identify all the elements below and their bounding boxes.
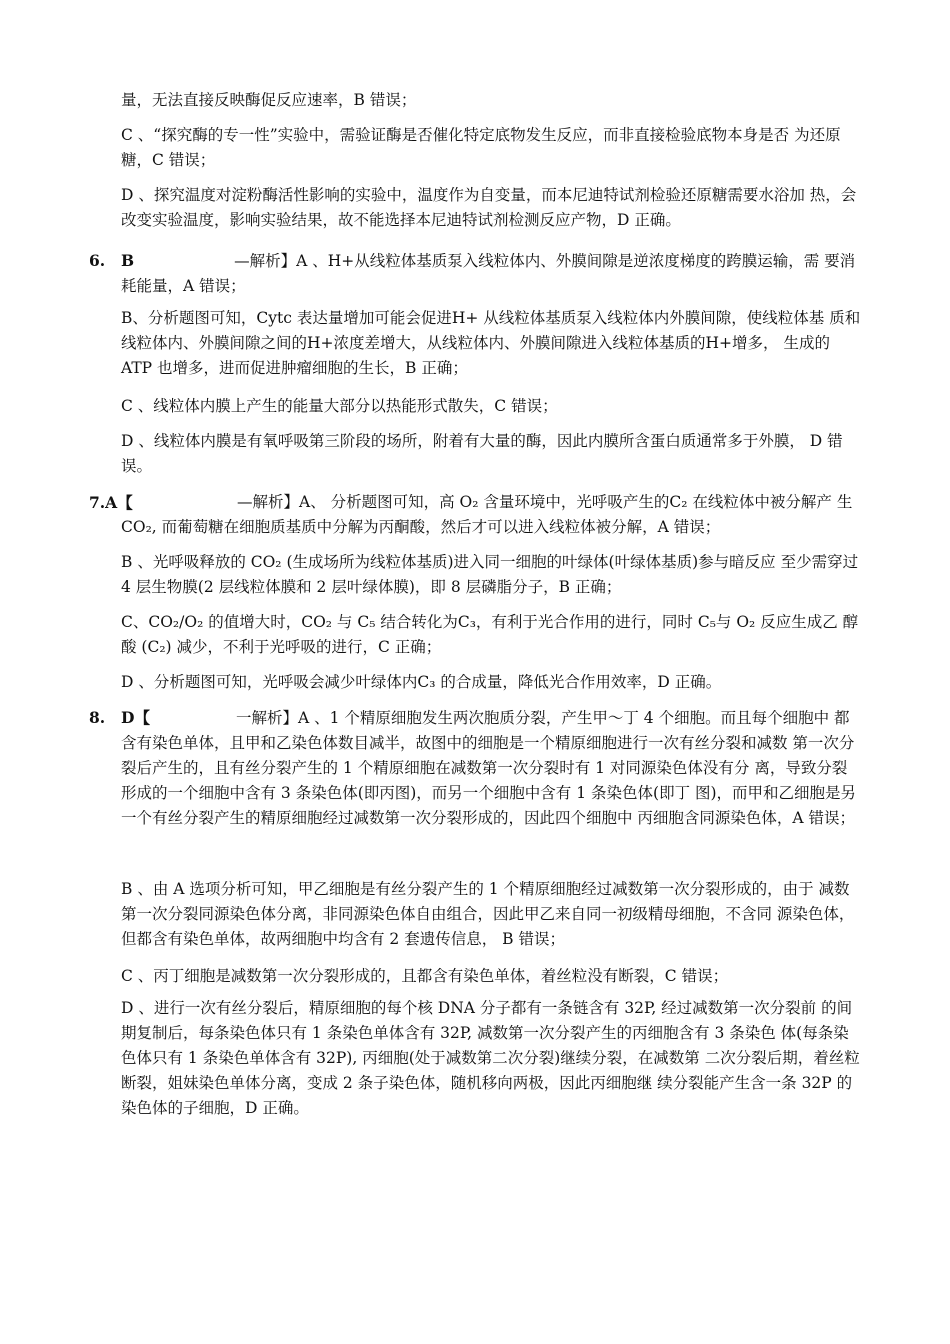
q5-option-c: C 、“探究酶的专一性”实验中，需验证酶是否催化特定底物发生反应，而非直接检验底物本身是否 为还原糖，C 错误； xyxy=(121,126,841,169)
q6-option-b: B、分析题图可知，Cytc 表达量增加可能会促进H+ 从线粒体基质泵入线粒体内外膜间隙，使线粒体基 质和线粒体内、外膜间隙之间的H+浓度差增大，从线粒体内、外膜间隙进入线粒体基质的H+增多， 生成的ATP 也增多，进而促进肿瘤细胞的生长，B 正确； xyxy=(121,309,861,377)
q6-option-c: C 、线粒体内膜上产生的能量大部分以热能形式散失，C 错误； xyxy=(121,397,558,415)
q8-option-b: B 、由 A 选项分析可知，甲乙细胞是有丝分裂产生的 1 个精原细胞经过减数第一次分裂形成的，由于 减数第一次分裂同源染色体分离，非同源染色体自由组合，因此甲乙来自同一初级精母细胞，不含同 源染色体，但都含有染色单体，故两细胞中均含有 2 套遗传信息， B 错误； xyxy=(121,880,855,948)
q5-b-tail: 量，无法直接反映酶促反应速率，B 错误； xyxy=(121,91,417,109)
q7-option-b: B 、光呼吸释放的 CO₂ (生成场所为线粒体基质)进入同一细胞的叶绿体(叶绿体基质)参与暗反应 至少需穿过 4 层生物膜(2 层线粒体膜和 2 层叶绿体膜)，即 8 层磷脂分子，B 正确； xyxy=(121,553,859,596)
q7-a-text: —解析】A、 分析题图可知，高 O₂ 含量环境中，光呼吸产生的C₂ 在线粒体中被分解产 生CO₂, 而葡萄糖在细胞质基质中分解为丙酮酸，然后才可以进入线粒体被分解，A 错误； xyxy=(121,493,853,536)
q6-number: 6. xyxy=(89,251,106,270)
q7-number: 7.A【 xyxy=(89,493,133,512)
q5-option-d: D 、探究温度对淀粉酶活性影响的实验中，温度作为自变量，而本尼迪特试剂检验还原糖需要水浴加 热，会改变实验温度，影响实验结果，故不能选择本尼迪特试剂检测反应产物，D 正确。 xyxy=(121,186,857,229)
q7-option-a xyxy=(121,490,861,540)
q8-answer: D【 xyxy=(121,708,150,727)
q8-a-text: 一解析】A 、1 个精原细胞发生两次胞质分裂，产生甲～丁 4 个细胞。而且每个细胞中 都含有染色单体，且甲和乙染色体数目减半，故图中的细胞是一个精原细胞进行一次有丝分裂和减数 第一次分裂后产生的，且有丝分裂产生的 1 个精原细胞在减数第一次分裂时有 1 对同源染色体没有分 离，导致分裂形成的一个细胞中含有 3 条染色体(即丙图)，而另一个细胞中含有 1 条染色体(即丁 图)，而甲和乙细胞是另一个有丝分裂产生的精原细胞经过减数第一次分裂形成的，因此四个细胞中 丙细胞含同源染色体，A 错误； xyxy=(121,709,857,827)
q8-option-a xyxy=(121,705,861,831)
q6-answer: B xyxy=(121,251,135,270)
q6-a-text: —解析】A 、H+从线粒体基质泵入线粒体内、外膜间隙是逆浓度梯度的跨膜运输，需 要消耗能量，A 错误； xyxy=(121,252,856,295)
q7-option-c: C、CO₂/O₂ 的值增大时，CO₂ 与 C₅ 结合转化为C₃，有利于光合作用的进行，同时 C₅与 O₂ 反应生成乙 醇酸 (C₂) 减少，不利于光呼吸的进行，C 正确； xyxy=(121,613,859,656)
q8-option-d: D 、进行一次有丝分裂后，精原细胞的每个核 DNA 分子都有一条链含有 32P, 经过减数第一次分裂前 的间期复制后，每条染色体只有 1 条染色单体含有 32P, 减数第一次分裂产生的丙细胞含有 3 条染色 体(每条染色体只有 1 条染色单体含有 32P), 丙细胞(处于减数第二次分裂)继续分裂，在减数第 二次分裂后期，着丝粒断裂，姐妹染色单体分离，变成 2 条子染色体，随机移向两极，因此丙细胞继 续分裂能产生含一条 32P 的染色体的子细胞，D 正确。 xyxy=(121,999,860,1117)
q8-number: 8. xyxy=(89,708,106,727)
q7-option-d: D 、分析题图可知，光呼吸会减少叶绿体内C₃ 的合成量，降低光合作用效率，D 正确。 xyxy=(121,673,722,691)
q8-option-c: C 、丙丁细胞是减数第一次分裂形成的，且都含有染色单体，着丝粒没有断裂，C 错误； xyxy=(121,967,729,985)
q6-option-a xyxy=(121,248,861,299)
q6-option-d: D 、线粒体内膜是有氧呼吸第三阶段的场所，附着有大量的酶，因此内膜所含蛋白质通常多于外膜， D 错误。 xyxy=(121,432,843,475)
